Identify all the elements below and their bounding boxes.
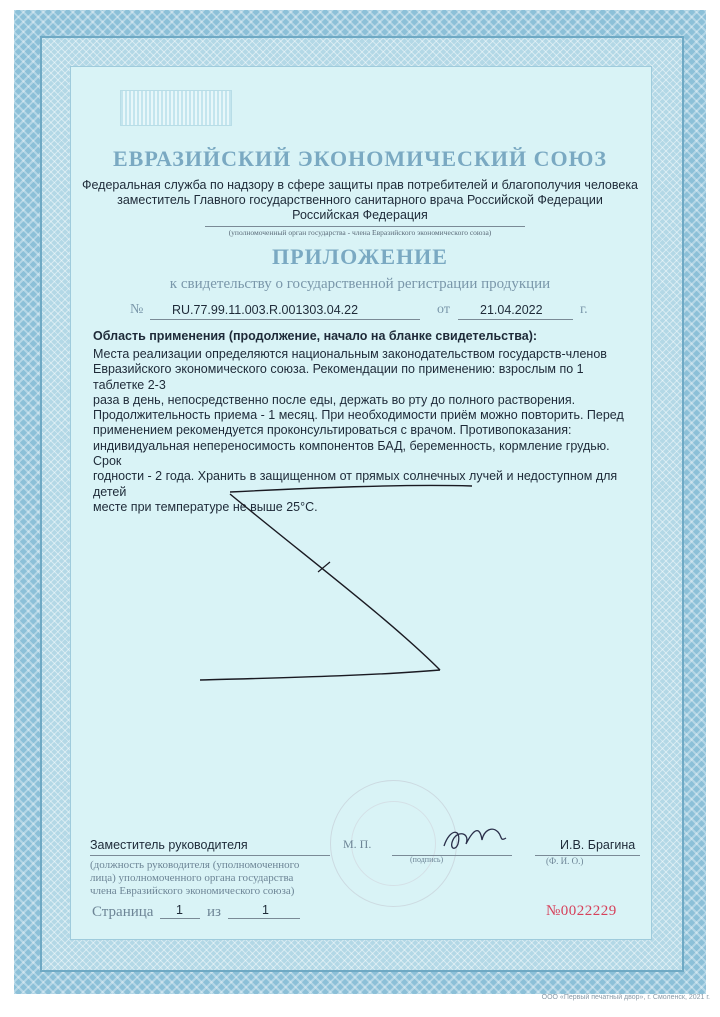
position-caption xyxy=(90,859,350,898)
text-line: годности - 2 года. Хранить в защищенном от прямых солнечных лучей и недоступном для детей xyxy=(93,469,618,499)
caption-line: лица) уполномоченного органа государства xyxy=(90,872,294,884)
text-line: месте при температуре не выше 25°С. xyxy=(93,499,318,514)
union-title: ЕВРАЗИЙСКИЙ ЭКОНОМИЧЕСКИЙ СОЮЗ xyxy=(112,146,608,171)
security-microtext-block xyxy=(120,90,232,126)
agency-line-1: Федеральная служба по надзору в сфере защиты прав потребителей и благополучия человека xyxy=(81,178,639,192)
number-underline xyxy=(150,319,420,320)
date-label: от xyxy=(437,302,450,317)
agency-line-2: заместитель Главного государственного санитарного врача Российской Федерации xyxy=(117,193,603,207)
page-label: Страница xyxy=(92,904,154,920)
signer-position: Заместитель руководителя xyxy=(90,838,248,852)
page-total-underline xyxy=(228,918,300,919)
text-line: Продолжительность приема - 1 месяц. При необходимости приём можно повторить. Перед xyxy=(93,408,624,423)
stamp-mark: М. П. xyxy=(343,837,372,851)
z-cancellation-mark xyxy=(190,480,490,690)
page-current-underline xyxy=(160,918,200,919)
page-total: 1 xyxy=(262,903,269,917)
date-underline xyxy=(458,319,573,320)
issuing-agency xyxy=(80,178,640,223)
certificate-date: 21.04.2022 xyxy=(480,303,543,317)
section-title: Область применения (продолжение, начало на бланке свидетельства): xyxy=(93,329,538,343)
certificate-number: RU.77.99.11.003.R.001303.04.22 xyxy=(172,303,359,317)
page-current: 1 xyxy=(176,903,183,917)
printer-note: ООО «Первый печатный двор», г. Смоленск, 2021 г. xyxy=(541,994,710,1001)
text-line: Евразийского экономического союза. Рекомендации по применению: взрослым по 1 таблетке 2-3 xyxy=(93,362,584,392)
name-caption: (Ф. И. О.) xyxy=(546,856,584,866)
handwritten-signature xyxy=(440,818,510,858)
appendix-title: ПРИЛОЖЕНИЕ xyxy=(272,244,448,269)
signature-caption: (подпись) xyxy=(410,855,444,864)
agency-line-3: Российская Федерация xyxy=(292,208,428,222)
serial-number: №0022229 xyxy=(546,903,617,919)
appendix-subtitle: к свидетельству о государственной регистрации продукции xyxy=(169,276,551,292)
number-label: № xyxy=(130,302,144,317)
text-line: индивидуальная непереносимость компонентов БАД, беременность, кормление грудью. Срок xyxy=(93,438,610,469)
signer-name: И.В. Брагина xyxy=(560,838,636,852)
text-line: раза в день, непосредственно после еды, держать во рту до полного растворения. xyxy=(93,392,576,407)
year-suffix: г. xyxy=(580,302,588,317)
text-line: применением рекомендуется проконсультироваться с врачом. Противопоказания: xyxy=(93,423,572,438)
agency-caption: (уполномоченный орган государства - члена Евразийского экономического союза) xyxy=(228,228,492,237)
position-underline xyxy=(90,855,330,856)
text-line: Места реализации определяются национальным законодательством государств-членов xyxy=(93,347,607,361)
caption-line: (должность руководителя (уполномоченного xyxy=(90,859,300,871)
agency-underline xyxy=(205,226,525,227)
page-of-label: из xyxy=(207,904,221,920)
caption-line: члена Евразийского экономического союза) xyxy=(90,885,295,897)
